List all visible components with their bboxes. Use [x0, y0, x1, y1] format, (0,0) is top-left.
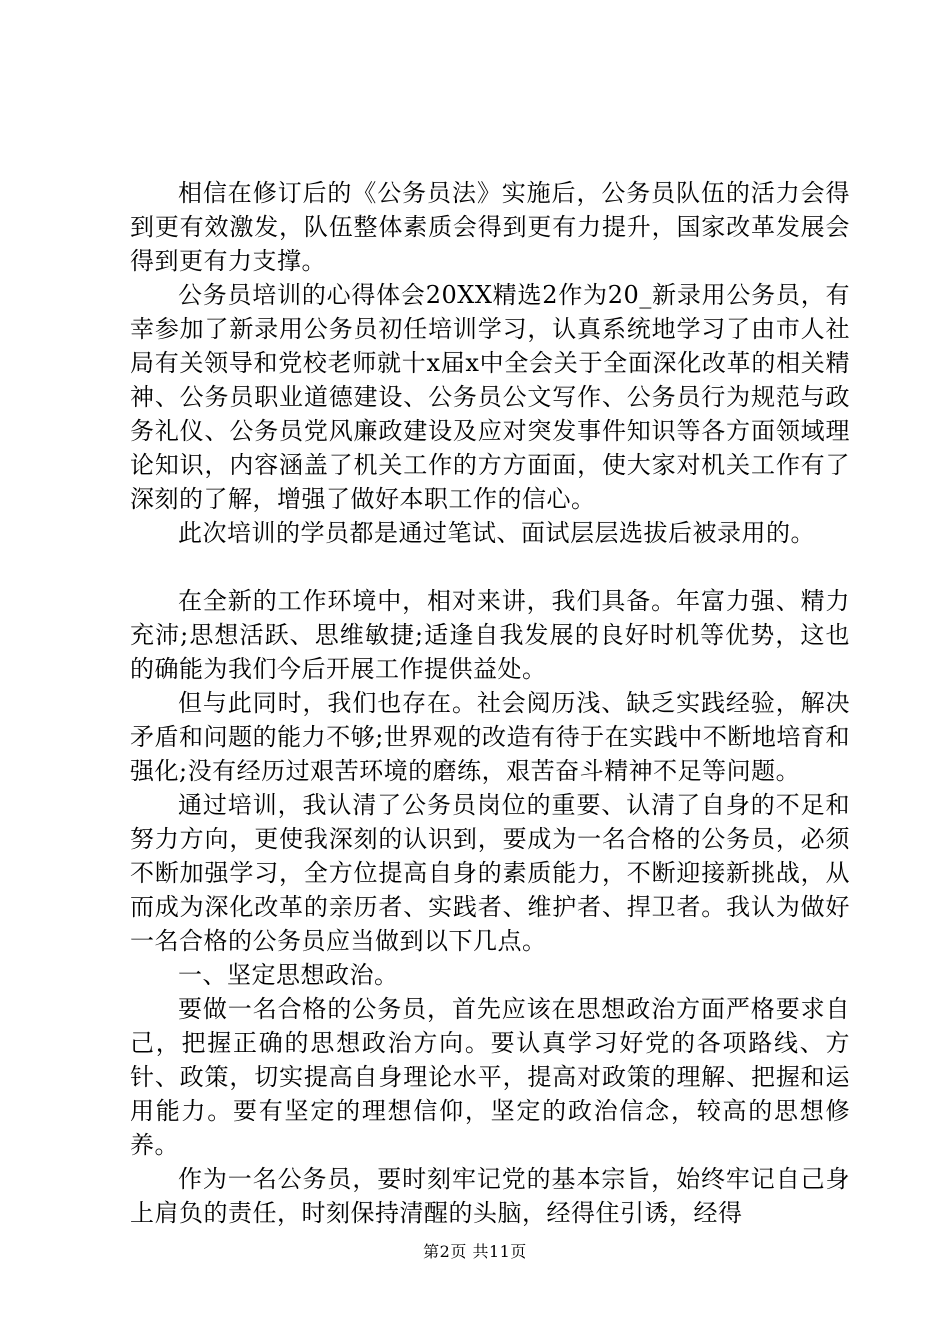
- section-heading-1: 一、坚定思想政治。: [178, 961, 399, 989]
- paragraph-4: 在全新的工作环境中，相对来讲，我们具备。年富力强、精力充沛;思想活跃、思维敏捷;适逢自我发展的良好时机等优势，这也的确能为我们今后开展工作提供益处。: [130, 587, 850, 683]
- paragraph-8: 作为一名公务员，要时刻牢记党的基本宗旨，始终牢记自己身上肩负的责任，时刻保持清醒的头脑，经得住引诱，经得: [130, 1165, 850, 1227]
- paragraph-1: 相信在修订后的《公务员法》实施后，公务员队伍的活力会得到更有效激发，队伍整体素质会得到更有力提升，国家改革发展会得到更有力支撑。: [130, 179, 850, 275]
- paragraph-2: 公务员培训的心得体会20XX精选2作为20_新录用公务员，有幸参加了新录用公务员初任培训学习，认真系统地学习了由市人社局有关领导和党校老师就十x届x中全会关于全面深化改革的相关精神、公务员职业道德建设、公务员公文写作、公务员行为规范与政务礼仪、公务员党风廉政建设及应对突发事件知识等各方面领域理论知识，内容涵盖了机关工作的方方面面，使大家对机关工作有了深刻的了解，增强了做好本职工作的信心。: [130, 281, 850, 513]
- page-number-footer: 第2页 共11页: [423, 1242, 527, 1261]
- paragraph-7: 要做一名合格的公务员，首先应该在思想政治方面严格要求自己，把握正确的思想政治方向。要认真学习好党的各项路线、方针、政策，切实提高自身理论水平，提高对政策的理解、把握和运用能力。要有坚定的理想信仰，坚定的政治信念，较高的思想修养。: [130, 995, 850, 1159]
- paragraph-5: 但与此同时，我们也存在。社会阅历浅、缺乏实践经验，解决矛盾和问题的能力不够;世界观的改造有待于在实践中不断地培育和强化;没有经历过艰苦环境的磨练，艰苦奋斗精神不足等问题。: [130, 689, 850, 785]
- paragraph-3: 此次培训的学员都是通过笔试、面试层层选拔后被录用的。: [178, 519, 815, 547]
- paragraph-6: 通过培训，我认清了公务员岗位的重要、认清了自身的不足和努力方向，更使我深刻的认识到，要成为一名合格的公务员，必须不断加强学习，全方位提高自身的素质能力，不断迎接新挑战，从而成为深化改革的亲历者、实践者、维护者、捍卫者。我认为做好一名合格的公务员应当做到以下几点。: [130, 791, 850, 955]
- document-body: [130, 176, 850, 1230]
